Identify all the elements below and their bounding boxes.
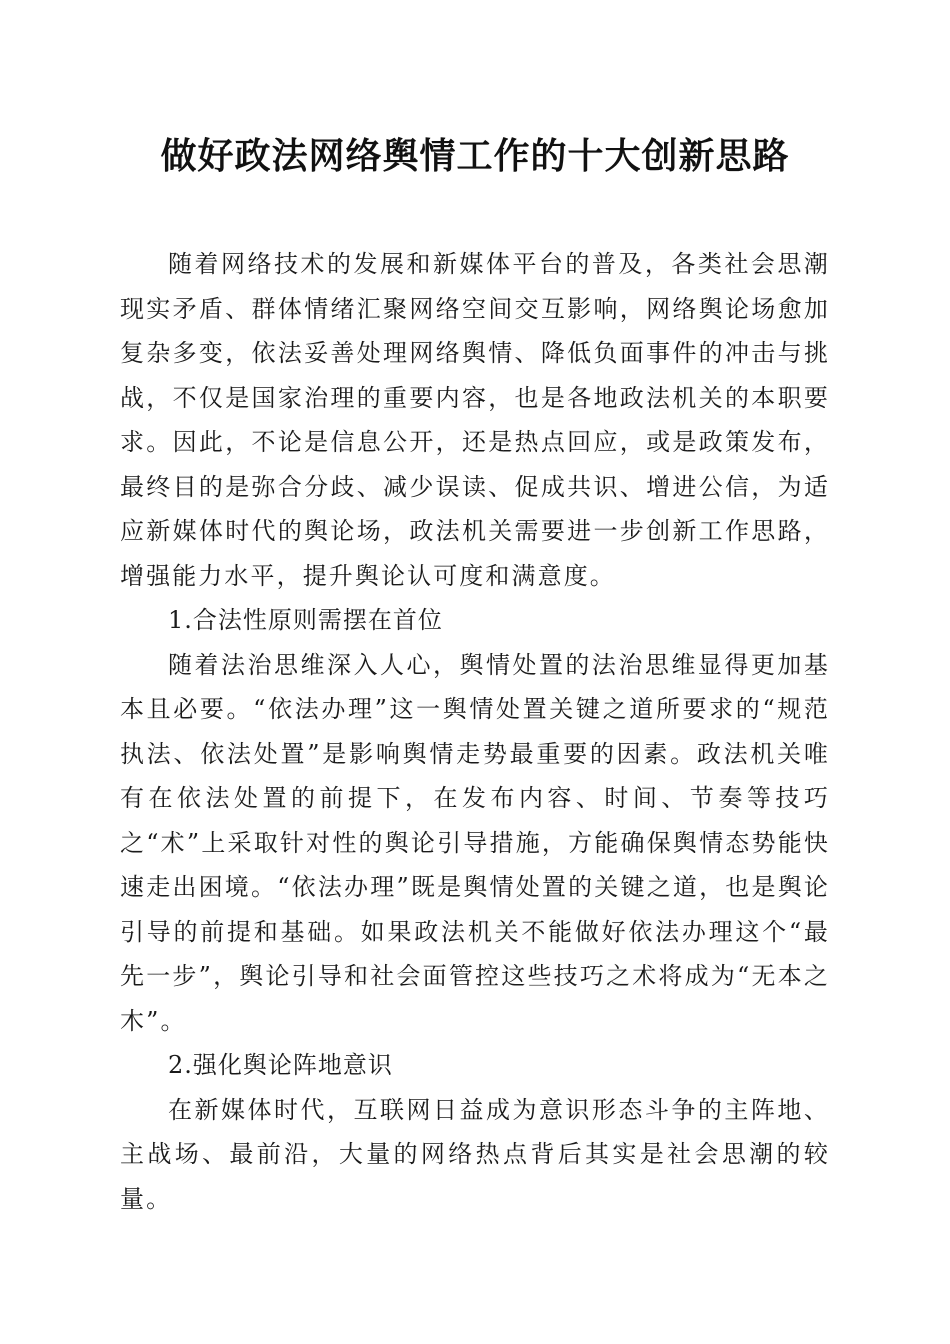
intro-paragraph: 随着网络技术的发展和新媒体平台的普及，各类社会思潮现实矛盾、群体情绪汇聚网络空间交互影响，网络舆论场愈加复杂多变，依法妥善处理网络舆情、降低负面事件的冲击与挑战，不仅是国家治理的重要内容，也是各地政法机关的本职要求。因此，不论是信息公开，还是热点回应，或是政策发布，最终目的是弥合分歧、减少误读、促成共识、增进公信，为适应新媒体时代的舆论场，政法机关需要进一步创新工作思路，增强能力水平，提升舆论认可度和满意度。 — [120, 250, 830, 590]
section-1-heading: 1.合法性原则需摆在首位 — [168, 606, 443, 634]
section-1-paragraph: 随着法治思维深入人心，舆情处置的法治思维显得更加基本且必要。“依法办理”这一舆情处置关键之道所要求的“规范执法、依法处置”是影响舆情走势最重要的因素。政法机关唯有在依法处置的前提下，在发布内容、时间、节奏等技巧之“术”上采取针对性的舆论引导措施，方能确保舆情态势能快速走出困境。“依法办理”既是舆情处置的关键之道，也是舆论引导的前提和基础。如果政法机关不能做好依法办理这个“最先一步”，舆论引导和社会面管控这些技巧之术将成为“无本之木”。 — [120, 650, 830, 1035]
section-2-heading: 2.强化舆论阵地意识 — [168, 1051, 393, 1079]
document-page — [120, 130, 830, 1221]
section-2-paragraph: 在新媒体时代，互联网日益成为意识形态斗争的主阵地、主战场、最前沿，大量的网络热点背后其实是社会思潮的较量。 — [120, 1095, 830, 1213]
document-title: 做好政法网络舆情工作的十大创新思路 — [160, 135, 790, 177]
